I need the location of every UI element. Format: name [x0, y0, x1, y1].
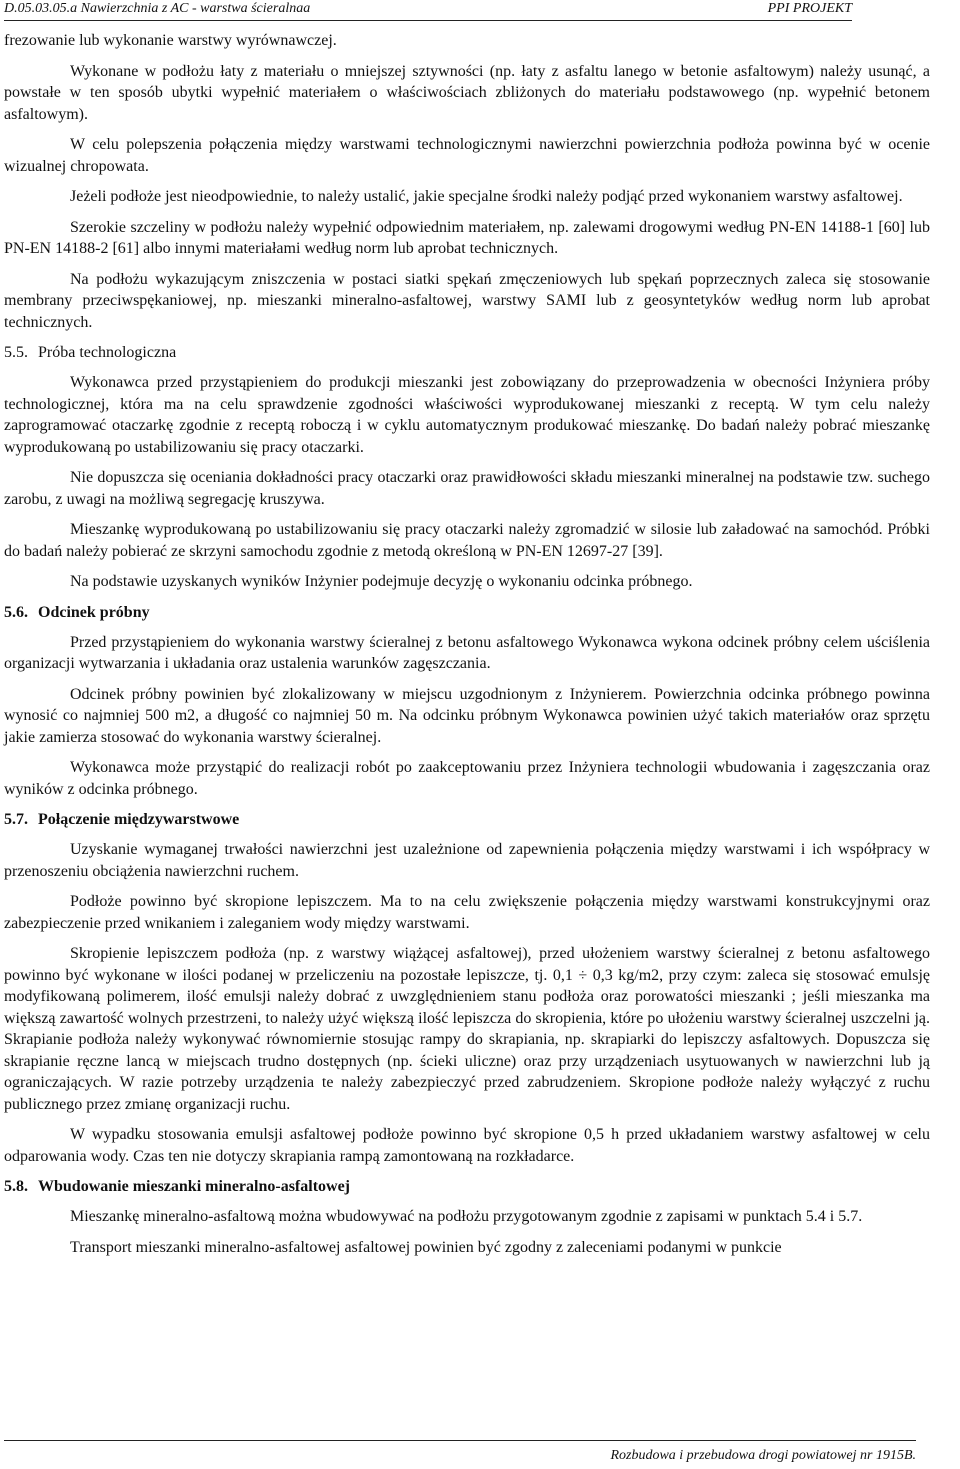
paragraph: Uzyskanie wymaganej trwałości nawierzchni jest uzależnione od zapewnienia połączenia między warstwami i ich współpracy w przenoszeniu obciążenia nawierzchni ruchem. — [4, 841, 930, 880]
paragraph: Mieszankę wyprodukowaną po ustabilizowaniu się pracy otaczarki należy zgromadzić w silosie lub załadować na samochód. Próbki do badań należy pobierać ze skrzyni samochodu zgodnie z metodą określoną w PN-EN 12697-27 [39]. — [4, 521, 930, 560]
section-heading — [4, 602, 930, 623]
section-title: Odcinek próbny — [38, 603, 150, 621]
paragraph: W celu polepszenia połączenia między warstwami technologicznymi nawierzchni powierzchnia podłoża powinna być w ocenie wizualnej chropowata. — [4, 136, 930, 175]
paragraph: W wypadku stosowania emulsji asfaltowej podłoże powinno być skropione 0,5 h przed układaniem warstwy asfaltowej w celu odparowania wody. Czas ten nie dotyczy skrapiania rampą zamontowaną na rozkładarce. — [4, 1126, 930, 1165]
document-body — [4, 30, 930, 1267]
paragraph: Na podłożu wykazującym zniszczenia w postaci siatki spękań zmęczeniowych lub spękań poprzecznych zaleca się stosowanie membrany przeciwspękaniowej, np. mieszanki mineralno-asfaltowej, warstwy SAMI lub z geosyntetyków według norm lub aprobat technicznych. — [4, 270, 930, 331]
paragraph: Odcinek próbny powinien być zlokalizowany w miejscu uzgodnionym z Inżynierem. Powierzchnia odcinka próbnego powinna wynosić co najmniej 500 m2, a długość co najmniej 50 m. Na odcinku próbnym Wykonawca powinien użyć takich materiałów oraz sprzętu jakie zamierza stosować do wykonania warstwy ścieralnej. — [4, 685, 930, 746]
section-title: Próba technologiczna — [38, 344, 177, 361]
paragraph: Skropienie lepiszczem podłoża (np. z warstwy wiążącej asfaltowej), przed ułożeniem warstwy ścieralnej z betonu asfaltowego powinno być wykonane w ilości podanej w przeliczeniu na pozostałe lepiszcze, tj. 0,1 ÷ 0,3 kg/m2, przy czym: zaleca się stosować emulsję modyfikowaną polimerem, ilość emulsji należy dobrać z uwzględnieniem stanu podłoża oraz porowatości mieszanki ; jeśli mieszanka ma większą zawartość wolnych przestrzeni, to należy użyć większą ilość lepiszcza do skropienia, które po ułożeniu warstwy ścieralnej uszczelni ją. Skrapianie podłoża należy wykonywać równomiernie stosując rampy do skrapiania, np. skrapiarki do lepiszczy asfaltowych. Dopuszcza się skrapianie ręczne lancą w miejscach trudno dostępnych (np. ścieki uliczne) oraz przy urządzeniach usytuowanych w nawierzchni lub ją ograniczających. W razie potrzeby urządzenia te należy zabezpieczyć przed zabrudzeniem. Skropione podłoże należy wyłączyć z ruchu publicznego przez zmianę organizacji ruchu. — [4, 945, 930, 1113]
paragraph: Wykonawca przed przystąpieniem do produkcji mieszanki jest zobowiązany do przeprowadzenia w obecności Inżyniera próby technologicznej, która ma na celu sprawdzenie zgodności właściwości wyprodukowanej mieszanki z receptą. W tym celu należy zaprogramować otaczarkę zgodnie z receptą roboczą i w cyklu automatycznym produkować mieszankę. Do badań należy pobrać mieszankę wyprodukowaną po ustabilizowaniu się pracy otaczarki. — [4, 374, 930, 456]
section-number: 5.8. — [4, 1178, 28, 1195]
paragraph: Szerokie szczeliny w podłożu należy wypełnić odpowiednim materiałem, np. zalewami drogowymi według PN-EN 14188-1 [60] lub PN-EN 14188-2 [61] albo innymi materiałami według norm lub aprobat technicznych. — [4, 218, 930, 257]
paragraph: Wykonane w podłożu łaty z materiału o mniejszej sztywności (np. łaty z asfaltu lanego w betonie asfaltowym) należy usunąć, a powstałe w ten sposób ubytki wypełnić materiałem o właściwościach zbliżonych do materiału podstawowego (np. wypełnić betonem asfaltowym). — [4, 62, 930, 123]
section-number: 5.5. — [4, 344, 28, 361]
paragraph: Przed przystąpieniem do wykonania warstwy ścieralnej z betonu asfaltowego Wykonawca wykona odcinek próbny celem uściślenia organizacji wytwarzania i układania oraz ustalenia warunków zagęszczania. — [4, 633, 930, 672]
paragraph: Wykonawca może przystąpić do realizacji robót po zaakceptowaniu przez Inżyniera technologii wbudowania i zagęszczania oraz wyników z odcinka próbnego. — [4, 759, 930, 798]
paragraph: Jeżeli podłoże jest nieodpowiednie, to należy ustalić, jakie specjalne środki należy podjąć przed wykonaniem warstwy asfaltowej. — [70, 188, 903, 205]
paragraph: Podłoże powinno być skropione lepiszczem. Ma to na celu zwiększenie połączenia między warstwami konstrukcyjnymi oraz zabezpieczenie przed wnikaniem i zaleganiem wody między warstwami. — [4, 893, 930, 932]
section-number: 5.6. — [4, 603, 28, 621]
paragraph: Na podstawie uzyskanych wyników Inżynier podejmuje decyzję o wykonaniu odcinka próbnego. — [70, 573, 693, 590]
paragraph: Nie dopuszcza się oceniania dokładności pracy otaczarki oraz prawidłowości składu mieszanki mineralnej na podstawie tzw. suchego zarobu, z uwagi na możliwą segregację kruszywa. — [4, 469, 930, 508]
paragraph: Mieszankę mineralno-asfaltową można wbudowywać na podłożu przygotowanym zgodnie z zapisami w punktach 5.4 i 5.7. — [70, 1208, 863, 1225]
page-footer — [4, 1440, 916, 1469]
page-header — [4, 0, 852, 21]
section-heading — [4, 1176, 930, 1197]
paragraph: Transport mieszanki mineralno-asfaltowej asfaltowej powinien być zgodny z zaleceniami podanymi w punkcie — [70, 1238, 782, 1256]
section-heading — [4, 342, 930, 363]
paragraph: frezowanie lub wykonanie warstwy wyrównawczej. — [4, 32, 337, 49]
section-title: Wbudowanie mieszanki mineralno-asfaltowej — [38, 1178, 350, 1195]
company-name: PPI PROJEKT — [767, 1, 852, 16]
project-title: Rozbudowa i przebudowa drogi powiatowej nr 1915B. — [610, 1448, 916, 1463]
section-heading — [4, 809, 930, 830]
document-code: D.05.03.05.a Nawierzchnia z AC - warstwa ścieralnaa — [4, 1, 311, 16]
section-title: Połączenie międzywarstwowe — [38, 811, 240, 828]
section-number: 5.7. — [4, 811, 28, 828]
